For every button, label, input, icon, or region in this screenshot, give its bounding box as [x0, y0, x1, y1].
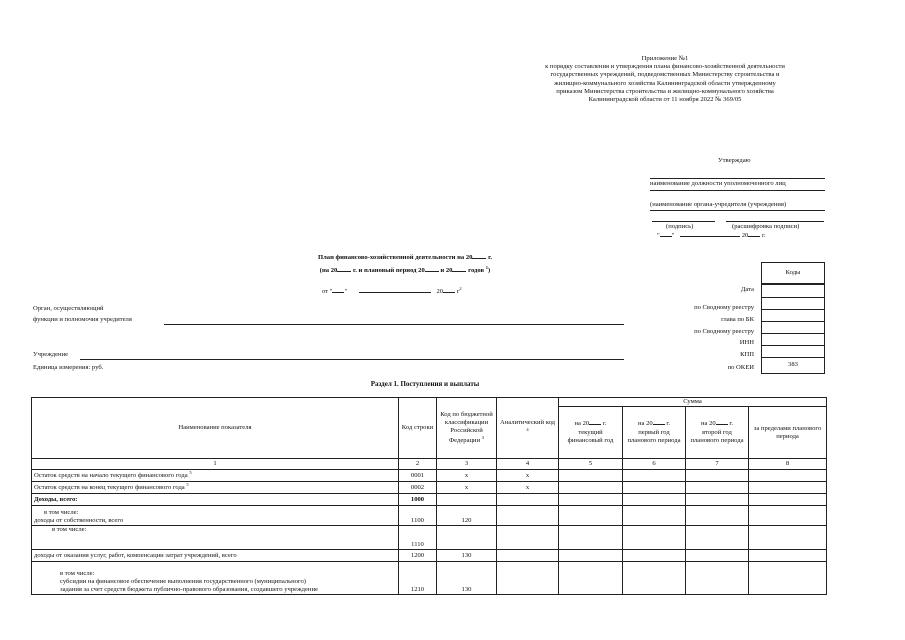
row-bk: 130 — [437, 550, 497, 562]
row-bk: 130 — [437, 562, 497, 595]
unit-label: Единица измерения: руб. — [33, 364, 104, 371]
table-header-row — [32, 398, 827, 407]
row-cell[interactable] — [749, 470, 827, 482]
column-number-row — [32, 459, 827, 470]
appendix-line: государственных учреждений, подведомственных Министерству строительства и — [550, 71, 780, 79]
header-analytic: Аналитический код $^4$ — [497, 398, 559, 459]
codes-header-box — [761, 262, 825, 284]
row-cell[interactable] — [686, 494, 749, 506]
header-current-year: на 20 г. текущий финансовый год — [559, 407, 623, 459]
approval-line — [650, 190, 825, 191]
row-cell[interactable] — [623, 526, 686, 550]
appendix-line: Калининградской области от 11 ноября 2022 № 369/05 — [588, 96, 742, 104]
appendix-header — [480, 55, 850, 104]
row-cell[interactable] — [559, 482, 623, 494]
row-name: в том числе: — [32, 526, 399, 550]
codes-header: Коды — [785, 269, 801, 276]
row-cell[interactable] — [559, 470, 623, 482]
row-code: 1110 — [399, 526, 437, 550]
approval-date: " " 20 г. — [657, 232, 766, 239]
row-cell[interactable] — [623, 482, 686, 494]
code-label-inn: ИНН — [739, 339, 754, 346]
row-cell[interactable] — [749, 550, 827, 562]
row-bk: х — [437, 470, 497, 482]
codes-values-box — [761, 284, 825, 374]
table-row — [32, 562, 827, 595]
table-row — [32, 526, 827, 550]
col-number: 8 — [749, 459, 827, 470]
appendix-title: Приложение №1 — [641, 55, 689, 62]
approval-title: Утверждаю — [718, 157, 751, 164]
plan-title: План финансово-хозяйственной деятельности на 20 г. — [317, 254, 493, 261]
organ-field[interactable] — [164, 324, 624, 325]
row-code: 1000 — [399, 494, 437, 506]
row-cell[interactable] — [623, 470, 686, 482]
row-cell[interactable] — [686, 550, 749, 562]
row-cell[interactable] — [686, 506, 749, 526]
plan-from-date: от " " 20 $г^2$ — [322, 286, 462, 296]
row-name: Остаток средств на начало текущего финансового года $^5$ — [32, 470, 399, 482]
row-cell[interactable] — [623, 506, 686, 526]
approval-line — [650, 178, 825, 179]
col-number: 3 — [437, 459, 497, 470]
row-analytic: х — [497, 470, 559, 482]
row-name: Доходы, всего: — [32, 494, 399, 506]
row-analytic — [497, 550, 559, 562]
row-cell[interactable] — [559, 494, 623, 506]
table-row — [32, 482, 827, 494]
col-number: 6 — [623, 459, 686, 470]
row-cell[interactable] — [623, 562, 686, 595]
row-code: 1210 — [399, 562, 437, 595]
code-label-date: Дата — [740, 286, 754, 293]
row-cell[interactable] — [749, 506, 827, 526]
header-sum: Сумма — [559, 398, 827, 407]
organ-label: Орган, осуществляющий — [33, 305, 104, 312]
code-label-bk-chapter: глава по БК — [721, 316, 754, 323]
row-cell[interactable] — [559, 550, 623, 562]
header-first-plan-year: на 20 г. первый год планового периода — [623, 407, 686, 459]
row-cell[interactable] — [686, 526, 749, 550]
row-analytic — [497, 494, 559, 506]
transcript-line — [726, 221, 824, 222]
code-label-registry-2: по Сводному реестру — [694, 328, 754, 335]
row-cell[interactable] — [686, 562, 749, 595]
row-name: в том числе: субсидии на финансовое обеспечение выполнения государственного (муниципального) задания за счет средств бюджета публично-правового образования, создавшего учреждение — [32, 562, 399, 595]
code-label-registry: по Сводному реестру — [694, 304, 754, 311]
row-code: 0001 — [399, 470, 437, 482]
appendix-line: к порядку составления и утверждения плана финансово-хозяйственной деятельности — [545, 63, 785, 71]
signature-line — [652, 221, 715, 222]
appendix-line: жилищно-коммунального хозяйства Калининградской области утвержденному — [554, 79, 776, 87]
row-cell[interactable] — [559, 526, 623, 550]
appendix-line: приказом Министерства строительства и жилищно-коммунального хозяйства — [556, 87, 774, 95]
organ-label-2: функции и полномочия учредителя — [33, 316, 132, 323]
row-cell[interactable] — [623, 494, 686, 506]
row-analytic: х — [497, 482, 559, 494]
col-number: 1 — [32, 459, 399, 470]
col-number: 2 — [399, 459, 437, 470]
row-bk: 120 — [437, 506, 497, 526]
approval-line — [650, 210, 825, 211]
institution-field[interactable] — [80, 359, 624, 360]
row-analytic — [497, 506, 559, 526]
header-second-plan-year: на 20 г. второй год планового периода — [686, 407, 749, 459]
row-cell[interactable] — [623, 550, 686, 562]
row-analytic — [497, 526, 559, 550]
row-cell[interactable] — [749, 526, 827, 550]
okei-value: 383 — [788, 361, 798, 368]
row-bk — [437, 494, 497, 506]
income-expense-table — [31, 397, 827, 595]
row-cell[interactable] — [749, 482, 827, 494]
transcript-caption: (расшифровка подписи) — [732, 223, 800, 230]
code-label-okei: по ОКЕИ — [727, 364, 754, 371]
header-bk: Код по бюджетной классификации Российской Федерации $^3$ — [437, 398, 497, 459]
row-cell[interactable] — [749, 494, 827, 506]
row-code: 0002 — [399, 482, 437, 494]
row-bk — [437, 526, 497, 550]
row-analytic — [497, 562, 559, 595]
institution-label: Учреждение — [33, 351, 69, 358]
row-cell[interactable] — [559, 506, 623, 526]
signature-caption: (подпись) — [666, 223, 694, 230]
row-code: 1100 — [399, 506, 437, 526]
row-code: 1200 — [399, 550, 437, 562]
approval-position: наименование должности уполномоченного лиц — [650, 180, 786, 187]
row-cell[interactable] — [749, 562, 827, 595]
col-number: 4 — [497, 459, 559, 470]
table-row — [32, 550, 827, 562]
table-row — [32, 470, 827, 482]
col-number: 5 — [559, 459, 623, 470]
section-title: Раздел 1. Поступления и выплаты — [370, 380, 480, 388]
plan-period: (на 20 г. и плановый период 20 и 20 годов $^1$) — [319, 265, 491, 275]
col-number: 7 — [686, 459, 749, 470]
code-label-kpp: КПП — [740, 351, 754, 358]
row-cell[interactable] — [686, 482, 749, 494]
table-row — [32, 506, 827, 526]
row-cell[interactable] — [559, 562, 623, 595]
row-cell[interactable] — [686, 470, 749, 482]
header-name: Наименование показателя — [32, 398, 399, 459]
header-beyond-plan: за пределами планового периода — [749, 407, 827, 459]
row-bk: х — [437, 482, 497, 494]
row-name: Остаток средств на конец текущего финансового года $^5$ — [32, 482, 399, 494]
table-row — [32, 494, 827, 506]
header-code: Код строки — [399, 398, 437, 459]
row-name: доходы от оказания услуг, работ, компенсации затрат учреждений, всего — [32, 550, 399, 562]
approval-organ: (наименование органа-учредителя (учреждения) — [650, 201, 787, 208]
row-name: в том числе: доходы от собственности, всего — [32, 506, 399, 526]
